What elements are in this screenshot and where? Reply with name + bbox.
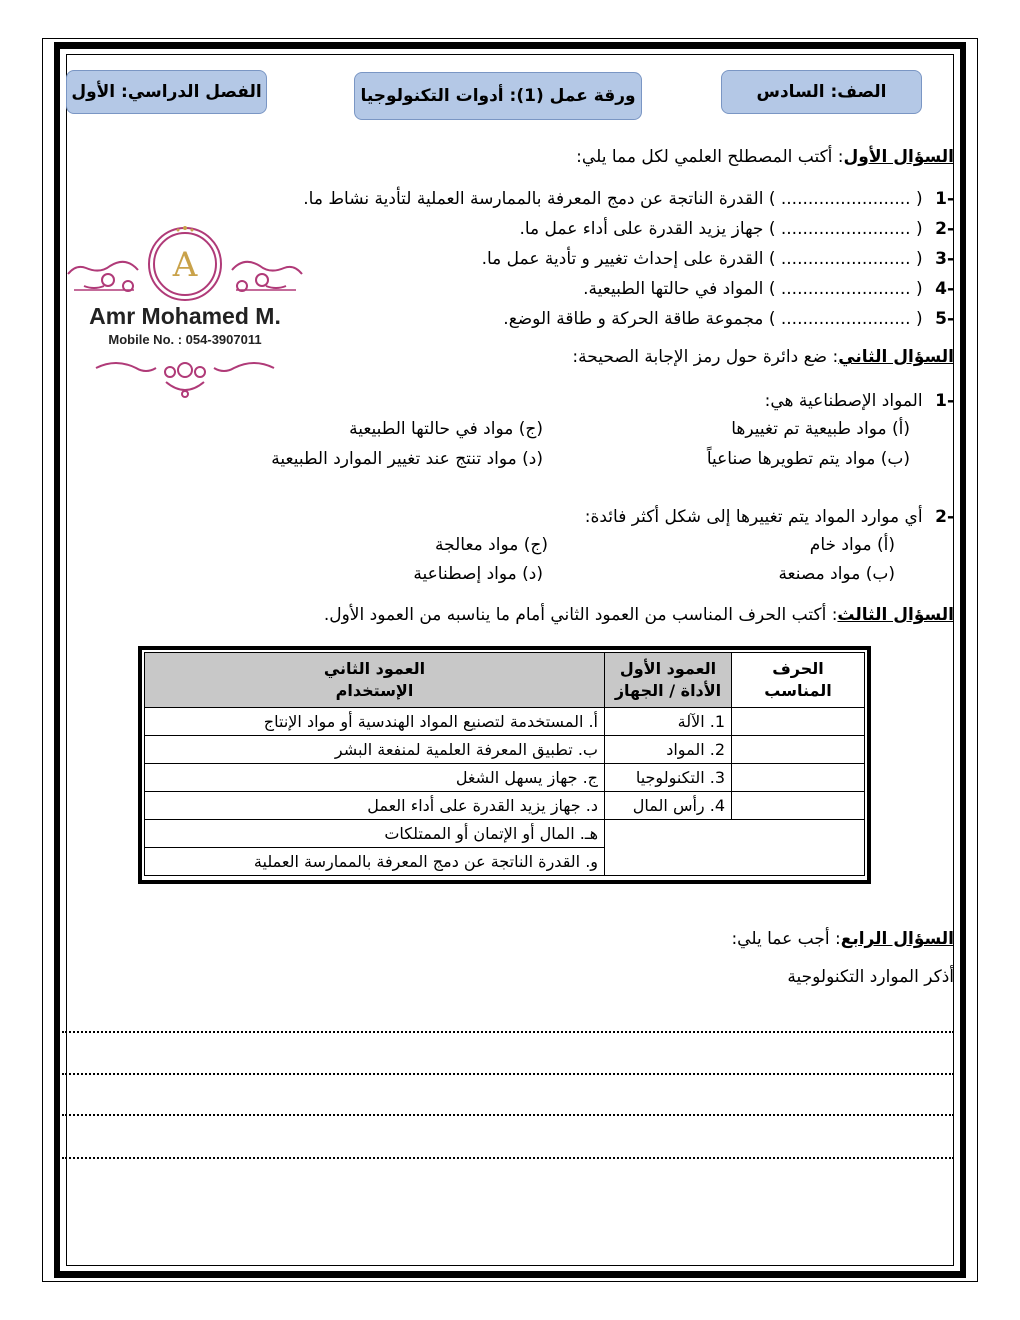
letter-answer-cell[interactable] <box>732 792 865 820</box>
matching-table <box>138 646 871 884</box>
q2-instruction: : ضع دائرة حول رمز الإجابة الصحيحة: <box>572 347 839 367</box>
q2-number: -1 <box>935 391 954 411</box>
q1-item <box>583 279 954 299</box>
table-row <box>145 764 865 792</box>
option-a[interactable]: (أ) مواد خام <box>809 535 895 555</box>
option-a[interactable]: (أ) مواد طبيعية تم تغييرها <box>731 419 910 439</box>
q2-number: -2 <box>935 507 954 527</box>
col2-cell: هـ. المال أو الإتمان أو الممتلكات <box>145 820 605 848</box>
q1-item-text: القدرة على إحداث تغيير و تأدية عمل ما. <box>481 249 764 269</box>
answer-line[interactable] <box>62 1073 954 1075</box>
q4-instruction: : أجب عما يلي: <box>731 929 841 949</box>
q1-item-number: -1 <box>935 189 954 209</box>
col1-cell: 4. رأس المال <box>605 792 732 820</box>
q3-title: السؤال الثالث <box>837 605 954 625</box>
q2-heading <box>572 347 954 367</box>
option-d[interactable]: (د) مواد تنتج عند تغيير الموارد الطبيعية <box>271 449 543 469</box>
col1-header-line1: العمود الأول <box>619 659 717 678</box>
table-row <box>145 820 865 848</box>
q1-instruction: : أكتب المصطلح العلمي لكل مما يلي: <box>576 147 844 167</box>
semester-box <box>66 70 267 114</box>
q4-title: السؤال الرابع <box>840 929 954 949</box>
col2-cell: ب. تطبيق المعرفة العلمية لمنفعة البشر <box>145 736 605 764</box>
col2-cell: ج. جهاز يسهل الشغل <box>145 764 605 792</box>
answer-blank[interactable]: ( ........................ ) <box>768 249 923 269</box>
q1-item <box>503 309 954 329</box>
q2-stem-text: المواد الإصطناعية هي: <box>764 391 923 411</box>
grade-box <box>721 70 922 114</box>
q1-item-text: جهاز يزيد القدرة على أداء عمل ما. <box>519 219 764 239</box>
q1-item <box>482 249 954 269</box>
answer-line[interactable] <box>62 1031 954 1033</box>
table-row <box>145 736 865 764</box>
answer-line[interactable] <box>62 1114 954 1116</box>
col1-cell: 2. المواد <box>605 736 732 764</box>
q4-heading <box>731 929 954 949</box>
q2-stem <box>585 507 954 527</box>
empty-cell <box>605 820 865 876</box>
q2-stem <box>765 391 954 411</box>
q2-stem-text: أي موارد المواد يتم تغييرها إلى شكل أكثر فائدة: <box>584 507 923 527</box>
answer-blank[interactable]: ( ........................ ) <box>768 189 923 209</box>
option-c[interactable]: (ج) مواد في حالتها الطبيعية <box>349 419 543 439</box>
semester-label: الفصل الدراسي: الأول <box>71 82 262 102</box>
grade-label: الصف: السادس <box>756 82 887 102</box>
option-c[interactable]: (ج) مواد معالجة <box>435 535 548 555</box>
table-header-row <box>145 653 865 708</box>
q3-instruction: : أكتب الحرف المناسب من العمود الثاني أمام ما يناسبه من العمود الأول. <box>323 605 838 625</box>
q1-item-text: المواد في حالتها الطبيعية. <box>583 279 764 299</box>
q1-item <box>519 219 954 239</box>
letter-answer-cell[interactable] <box>732 764 865 792</box>
col2-header <box>145 653 605 708</box>
q2-title: السؤال الثاني <box>838 347 954 367</box>
letter-answer-cell[interactable] <box>732 708 865 736</box>
logo-mobile: Mobile No. : 054-3907011 <box>108 332 262 347</box>
q4-prompt: أذكر الموارد التكنولوجية <box>787 967 954 987</box>
q1-item-number: -3 <box>935 249 954 269</box>
q1-item-text: القدرة الناتجة عن دمج المعرفة بالممارسة العملية لتأدية نشاط ما. <box>303 189 764 209</box>
q1-item <box>303 189 954 209</box>
answer-blank[interactable]: ( ........................ ) <box>768 279 923 299</box>
teacher-logo <box>66 220 304 402</box>
col1-cell: 3. التكنولوجيا <box>605 764 732 792</box>
logo-name: Amr Mohamed M. <box>89 303 281 329</box>
logo-monogram: A <box>172 245 198 285</box>
q3-heading <box>324 605 954 625</box>
answer-blank[interactable]: ( ........................ ) <box>768 219 923 239</box>
col1-cell: 1. الآلة <box>605 708 732 736</box>
option-d[interactable]: (د) مواد إصطناعية <box>413 564 543 584</box>
col2-cell: أ. المستخدمة لتصنيع المواد الهندسية أو مواد الإنتاج <box>145 708 605 736</box>
col2-cell: د. جهاز يزيد القدرة على أداء العمل <box>145 792 605 820</box>
worksheet-title-box <box>354 72 642 120</box>
q1-item-number: -2 <box>935 219 954 239</box>
q1-heading <box>576 147 954 167</box>
letter-header: الحرف المناسب <box>732 653 865 708</box>
q1-item-number: -5 <box>935 309 954 329</box>
col2-header-line1: العمود الثاني <box>323 659 426 678</box>
col2-cell: و. القدرة الناتجة عن دمج المعرفة بالممارسة العملية <box>145 848 605 876</box>
option-b[interactable]: (ب) مواد مصنعة <box>778 564 895 584</box>
worksheet-title: ورقة عمل (1): أدوات التكنولوجيا <box>360 86 636 106</box>
q1-item-text: مجموعة طاقة الحركة و طاقة الوضع. <box>503 309 764 329</box>
table-row <box>145 792 865 820</box>
col1-header <box>605 653 732 708</box>
answer-line[interactable] <box>62 1157 954 1159</box>
table-row <box>145 708 865 736</box>
col1-header-line2: الأداة / الجهاز <box>614 681 722 700</box>
q1-title: السؤال الأول <box>843 147 954 167</box>
col2-header-line2: الإستخدام <box>335 681 414 700</box>
q1-item-number: -4 <box>935 279 954 299</box>
option-b[interactable]: (ب) مواد يتم تطويرها صناعياً <box>706 449 910 469</box>
letter-answer-cell[interactable] <box>732 736 865 764</box>
answer-blank[interactable]: ( ........................ ) <box>768 309 923 329</box>
